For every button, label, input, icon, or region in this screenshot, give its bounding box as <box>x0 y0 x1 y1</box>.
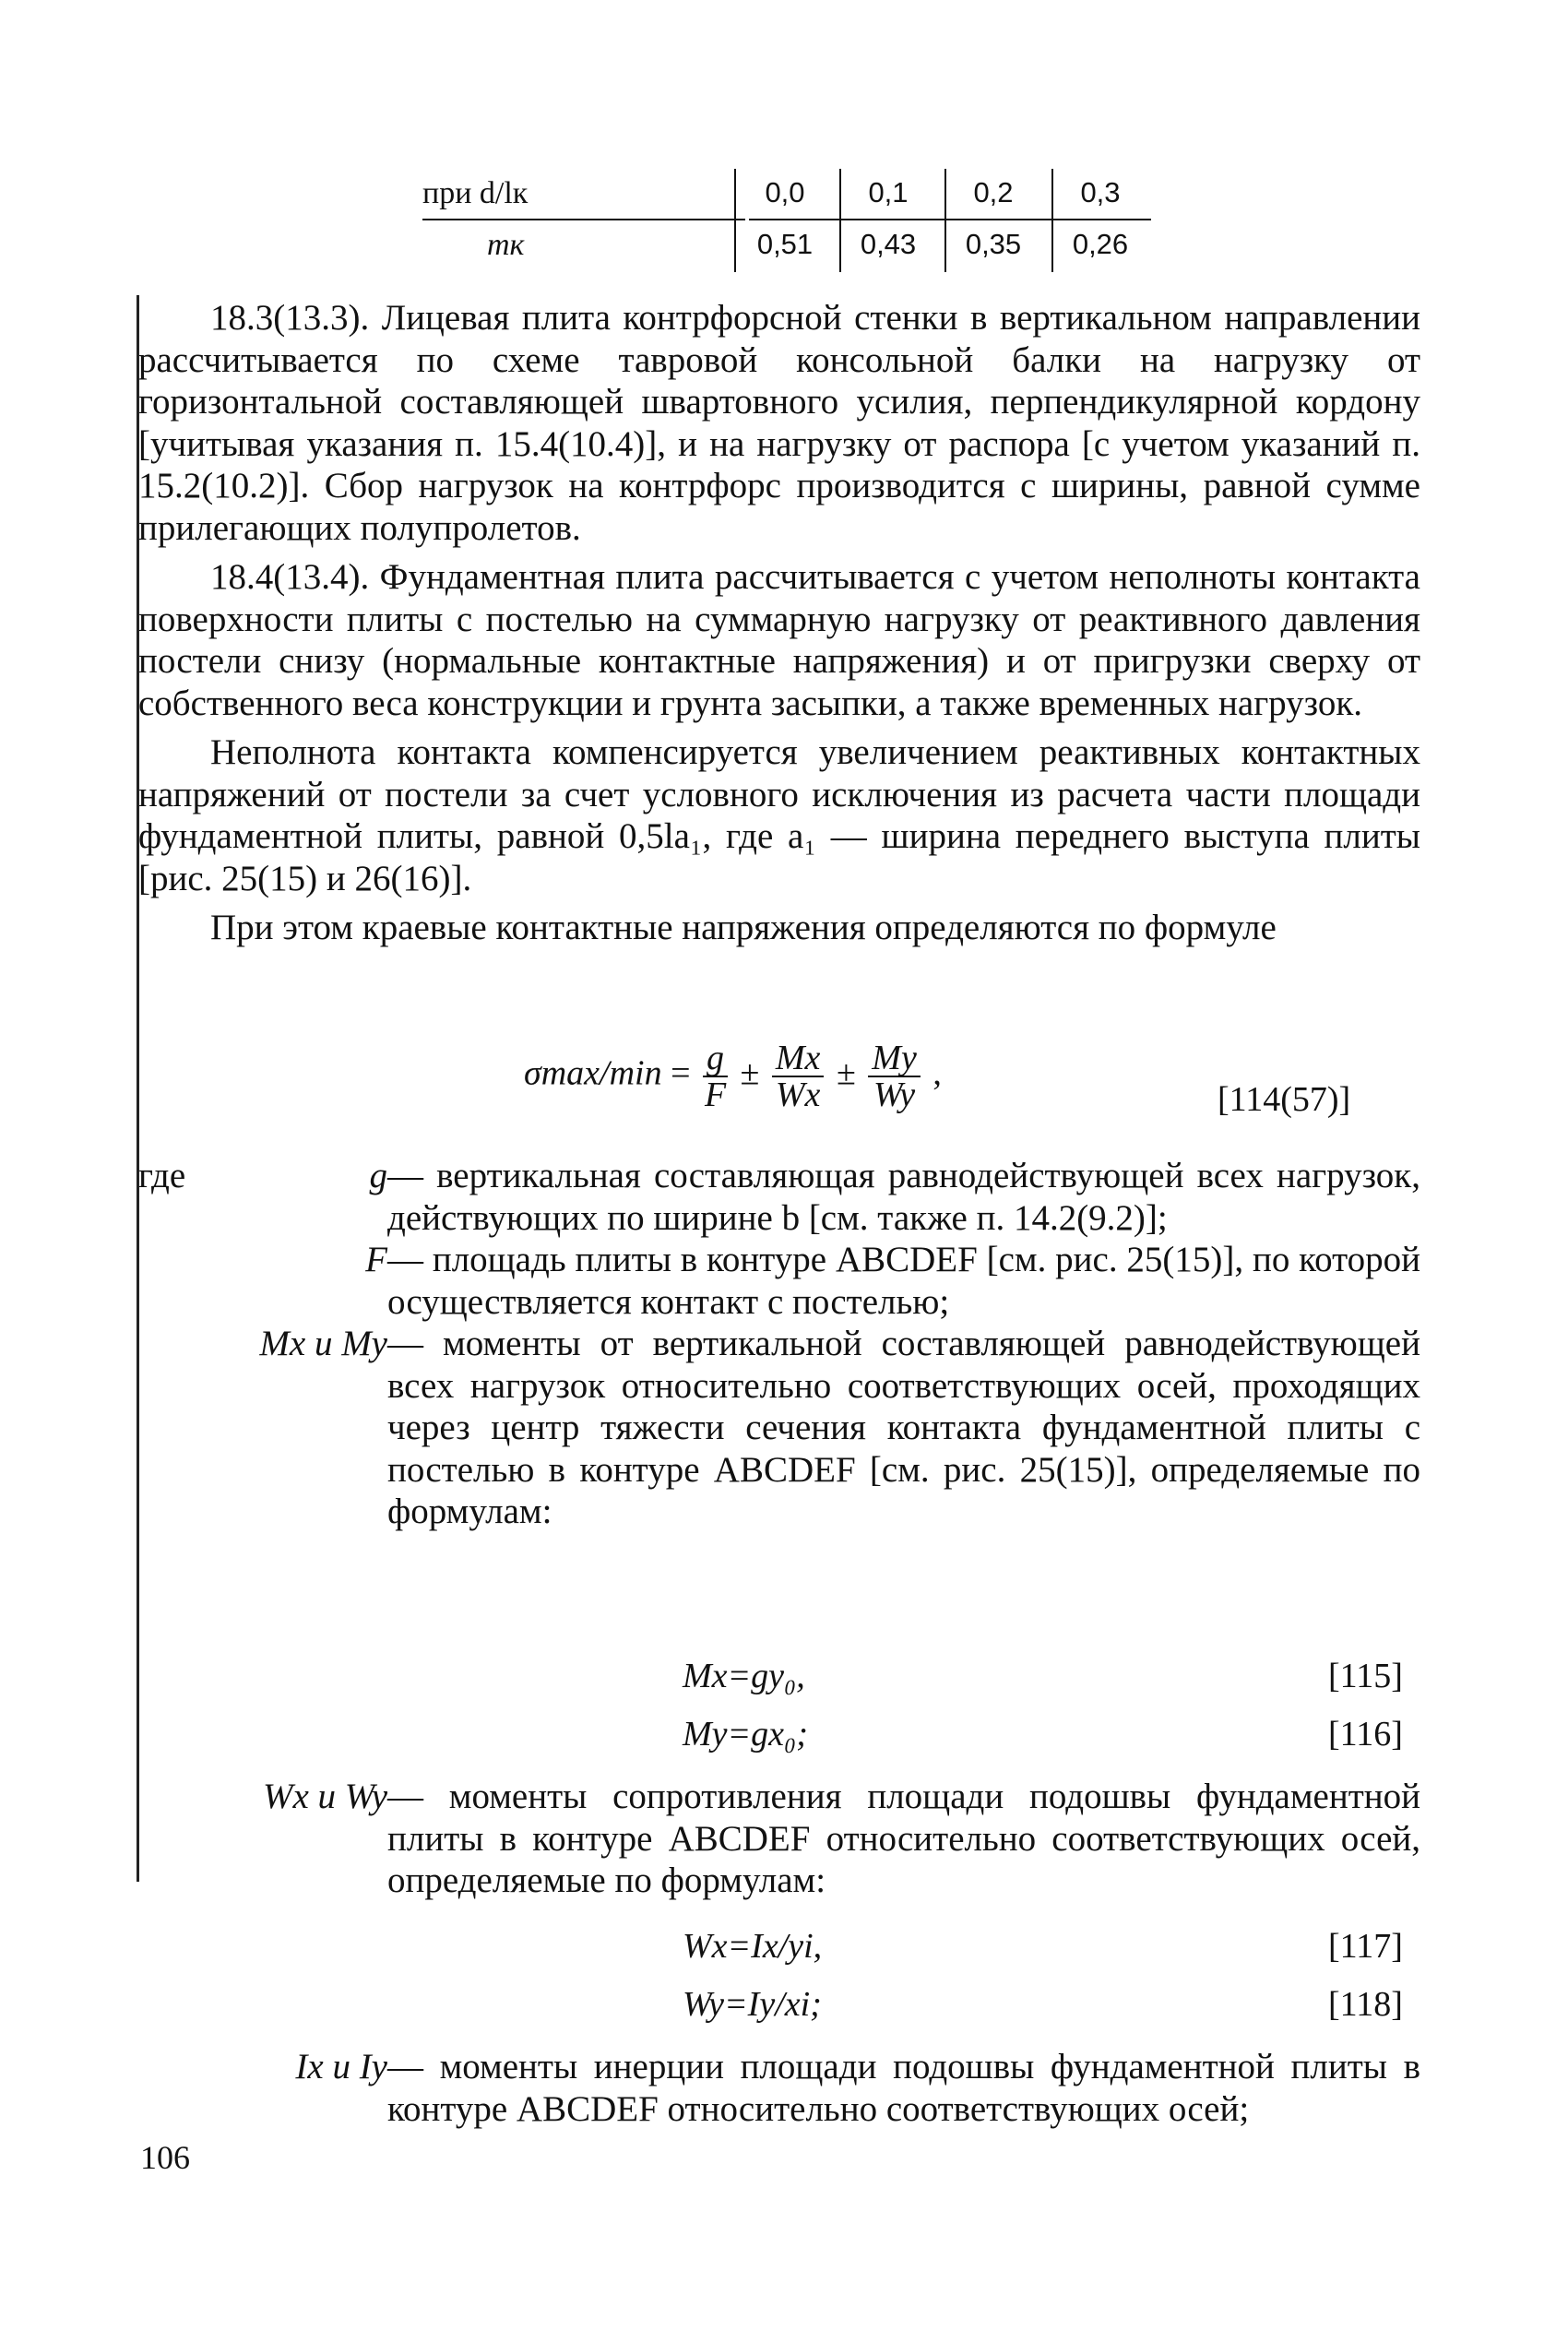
definition-F: F — площадь плиты в контуре ABCDEF [см. рис. 25(15)], по которой осуществляется контакт с постелью; <box>365 1240 1420 1322</box>
table-divider <box>839 169 841 272</box>
definition-list-w <box>138 1776 1420 1902</box>
fraction-My-Wy: $\frac{My}{Wy}$ <box>868 1040 921 1112</box>
definition-list-i <box>138 2046 1420 2130</box>
table-divider <box>1051 169 1053 272</box>
equation-number-118: [118] <box>1328 1985 1403 2024</box>
formula-lhs: σmax/min <box>524 1053 662 1093</box>
dl-value: 0,0 <box>765 176 805 208</box>
fraction-Mx-Wx: $\frac{Mx}{Wx}$ <box>772 1040 825 1112</box>
page-number: 106 <box>140 2139 190 2176</box>
dl-value: 0,3 <box>1080 176 1121 208</box>
gde-label: где <box>138 1156 186 1195</box>
equation-number-116: [116] <box>1328 1715 1403 1754</box>
mk-value: 0,51 <box>756 228 814 260</box>
mk-value: 0,35 <box>965 228 1022 260</box>
equation-number-117: [117] <box>1328 1927 1403 1966</box>
table-rule <box>422 219 745 220</box>
formula-118: Wy=Iy/xi; <box>683 1985 822 2024</box>
row-label-dl: при d/lк <box>422 176 529 210</box>
definition-list <box>138 1155 1420 1533</box>
table-divider <box>944 169 946 272</box>
dl-value: 0,2 <box>973 176 1014 208</box>
formula-117: Wx=Ix/yi, <box>683 1927 823 1966</box>
dl-value: 0,1 <box>868 176 909 208</box>
mk-value: 0,26 <box>1072 228 1129 260</box>
paragraph-pri-etom: При этом краевые контактные напряжения определяются по формуле <box>210 908 1277 947</box>
equation-number-114: [114(57)] <box>1218 1080 1351 1119</box>
paragraph-18-4: 18.4(13.4). Фундаментная плита рассчитывается с учетом неполноты контакта поверхности плиты с постелью на суммарную нагрузку от реактивного давления постели снизу (нормальные контактные напряжения) и от пригрузки сверху от собственного веса конструкции и грунта засыпки, а также временных нагрузок. <box>138 557 1420 723</box>
fraction-g-F: $\frac{g}{F}$ <box>704 1039 727 1114</box>
definition-g: g — вертикальная составляющая равнодействующей всех нагрузок, действующих по ширине b [см. также п. 14.2(9.2)]; <box>369 1156 1420 1238</box>
mk-value: 0,43 <box>860 228 917 260</box>
row-label-mk: mк <box>487 228 525 262</box>
paragraph-18-3: 18.3(13.3). Лицевая плита контрфорсной стенки в вертикальном направлении рассчитывается по схеме тавровой консольной балки на нагрузку от горизонтальной составляющей швартовного усилия, перпендикулярной кордону [учитывая указания п. 15.4(10.4)], и на нагрузку от распора [с учетом указаний п. 15.2(10.2)]. Сбор нагрузок на контрфорс производится с ширины, равной сумме прилегающих полупролетов. <box>138 298 1420 548</box>
body-text <box>138 297 1420 949</box>
definition-Ix-Iy: Ix и Iy — моменты инерции площади подошвы фундаментной плиты в контуре ABCDEF относительно соответствующих осей; <box>295 2047 1420 2129</box>
paragraph-nepolnota: Неполнота контакта компенсируется увеличением реактивных контактных напряжений от постели за счет условного исключения из расчета части площади фундаментной плиты, равной 0,5la₁, где a₁ — ширина переднего выступа плиты [рис. 25(15) и 26(16)]. <box>138 732 1420 898</box>
equation-number-115: [115] <box>1328 1657 1403 1695</box>
definition-Mx-My: Mx и My — моменты от вертикальной составляющей равнодействующей всех нагрузок относительно соответствующих осей, проходящих через центр тяжести сечения контакта фундаментной плиты с постелью в контуре ABCDEF [см. рис. 25(15)], определяемые по формулам: <box>259 1324 1420 1531</box>
formula-116: My=gx₀; <box>683 1715 808 1754</box>
definition-Wx-Wy: Wx и Wy — моменты сопротивления площади подошвы фундаментной плиты в контуре ABCDEF относительно соответствующих осей, определяемые по формулам: <box>262 1777 1420 1900</box>
table-divider <box>734 169 736 272</box>
table-rule <box>749 219 1151 220</box>
formula-114: σmax/min = $\frac{g}{F}$ ± $\frac{Mx}{Wx}$ ± $\frac{My}{Wy}$ , <box>524 1039 942 1114</box>
formula-115: Mx=gy₀, <box>683 1657 805 1695</box>
